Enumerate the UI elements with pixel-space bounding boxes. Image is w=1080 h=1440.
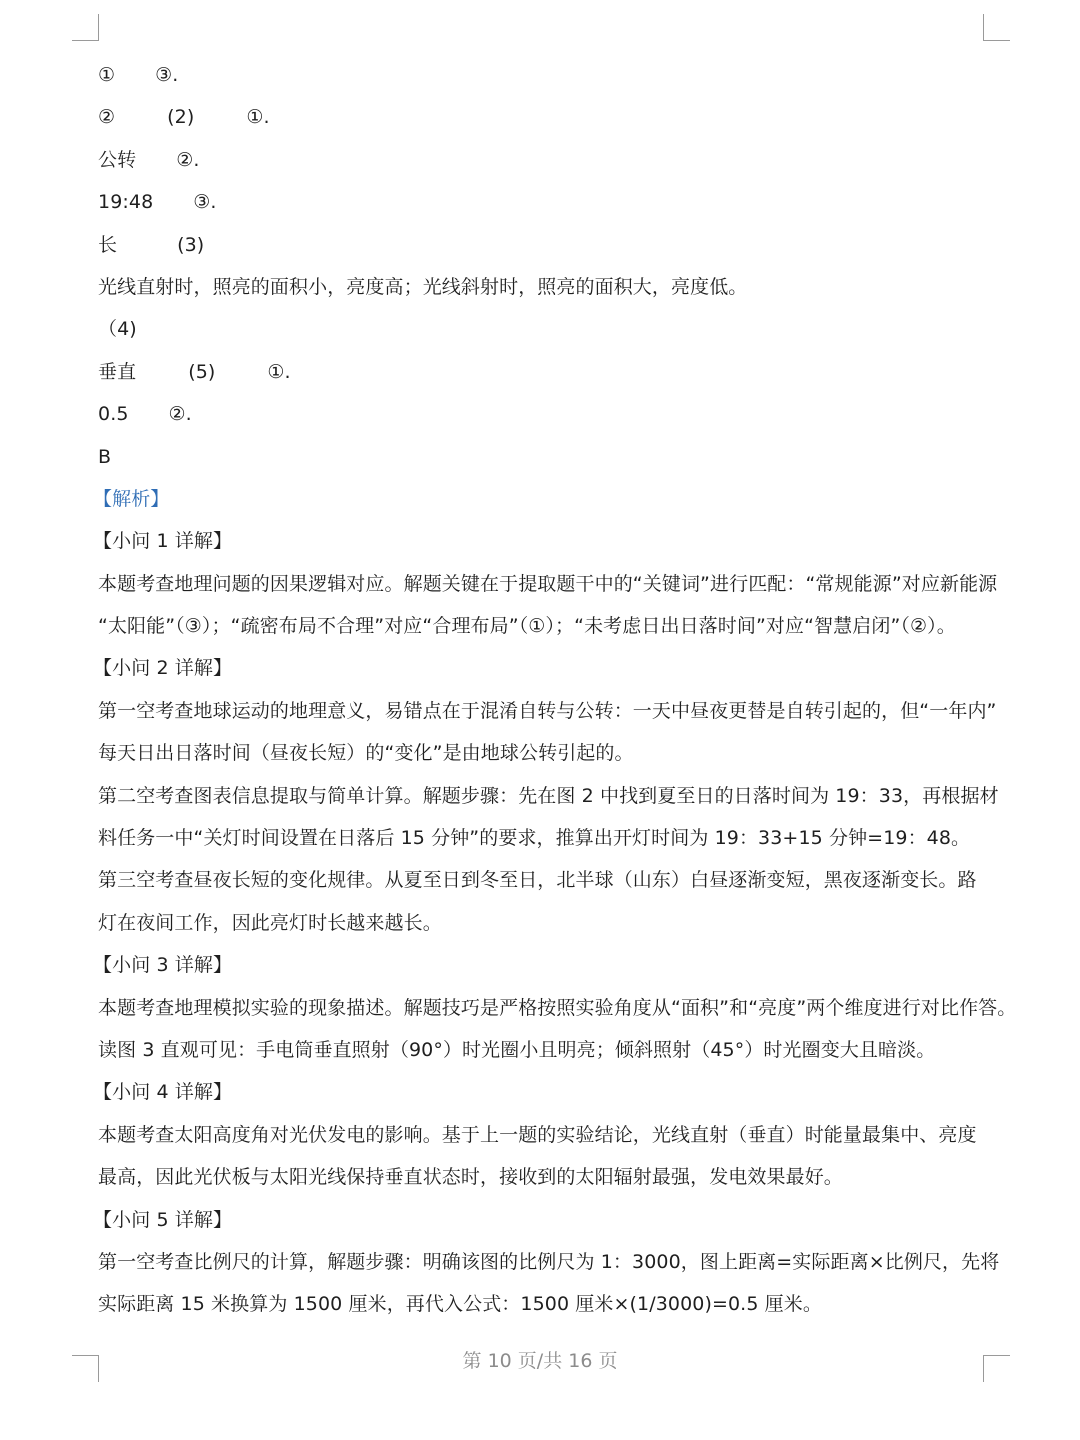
answer-value: ① bbox=[98, 64, 116, 86]
answer-value: ② bbox=[98, 106, 116, 129]
answer-value: ①. bbox=[267, 360, 291, 383]
question-number: (3) bbox=[177, 233, 205, 256]
paragraph-line: 实际距离 15 米换算为 1500 厘米，再代入公式：1500 厘米×(1/3000)=0.5 厘米。 bbox=[98, 1293, 822, 1316]
answer-line-2 bbox=[98, 96, 998, 138]
sub-question-5-title: 【小问 5 详解】 bbox=[93, 1208, 233, 1231]
answer-value: ①. bbox=[246, 106, 270, 129]
answer-line-5 bbox=[98, 224, 998, 266]
paragraph-line: 灯在夜间工作，因此亮灯时长越来越长。 bbox=[98, 911, 442, 934]
answer-line-8 bbox=[98, 351, 998, 393]
sub-question-1-title: 【小问 1 详解】 bbox=[93, 530, 233, 553]
document-page-content bbox=[93, 54, 1017, 1326]
answer-line-9 bbox=[98, 393, 998, 435]
answer-value: 垂直 bbox=[98, 360, 137, 383]
answer-line-6 bbox=[98, 266, 998, 308]
answer-value: ②. bbox=[176, 148, 200, 171]
paragraph-line: 第二空考查图表信息提取与简单计算。解题步骤：先在图 2 中找到夏至日的日落时间为 19：33，再根据材 bbox=[98, 784, 999, 807]
paragraph-line: 料任务一中“关灯时间设置在日落后 15 分钟”的要求，推算出开灯时间为 19：33+15 分钟=19：48。 bbox=[98, 827, 971, 850]
sub-question-4-title: 【小问 4 详解】 bbox=[93, 1081, 233, 1104]
answer-value: 0.5 bbox=[98, 403, 129, 426]
paragraph-line: 读图 3 直观可见：手电筒垂直照射（90°）时光圈小且明亮；倾斜照射（45°）时光圈变大且暗淡。 bbox=[98, 1038, 936, 1061]
answer-value: B bbox=[98, 445, 112, 468]
page-corner-mark-top-left bbox=[72, 14, 99, 41]
paragraph-line: “太阳能”（③）；“疏密布局不合理”对应“合理布局”（①）；“未考虑日出日落时间”对应“智慧启闭”（②）。 bbox=[98, 615, 956, 638]
answer-line-7 bbox=[98, 308, 998, 350]
answer-value: 19:48 bbox=[98, 191, 154, 214]
page-corner-mark-top-right bbox=[983, 14, 1010, 41]
page-number-footer: 第 10 页/共 16 页 bbox=[462, 1350, 618, 1372]
paragraph-line: 本题考查地理问题的因果逻辑对应。解题关键在于提取题干中的“关键词”进行匹配：“常规能源”对应新能源 bbox=[98, 572, 998, 595]
answer-value: 公转 bbox=[98, 148, 137, 171]
answer-value: ③. bbox=[155, 64, 179, 86]
paragraph-line: 第一空考查地球运动的地理意义，易错点在于混淆自转与公转：一天中昼夜更替是自转引起的，但“一年内” bbox=[98, 699, 997, 722]
paragraph-line: 第三空考查昼夜长短的变化规律。从夏至日到冬至日，北半球（山东）白昼逐渐变短，黑夜逐渐变长。路 bbox=[98, 869, 977, 892]
paragraph-line: 每天日出日落时间（昼夜长短）的“变化”是由地球公转引起的。 bbox=[98, 742, 634, 765]
answer-value: 长 bbox=[98, 233, 118, 256]
answer-line-10 bbox=[98, 436, 998, 478]
paragraph-line: 最高，因此光伏板与太阳光线保持垂直状态时，接收到的太阳辐射最强，发电效果最好。 bbox=[98, 1166, 843, 1189]
answer-value: 光线直射时，照亮的面积小，亮度高；光线斜射时，照亮的面积大，亮度低。 bbox=[98, 275, 748, 298]
answer-line-1 bbox=[98, 54, 998, 96]
question-number: (2) bbox=[167, 106, 195, 129]
question-number: (5) bbox=[188, 360, 216, 383]
answer-line-4 bbox=[98, 181, 998, 223]
answer-value: ②. bbox=[168, 403, 192, 426]
paragraph-line: 本题考查太阳高度角对光伏发电的影响。基于上一题的实验结论，光线直射（垂直）时能量最集中、亮度 bbox=[98, 1123, 977, 1146]
question-number: （4) bbox=[98, 318, 137, 341]
analysis-heading: 【解析】 bbox=[93, 487, 170, 510]
paragraph-line: 本题考查地理模拟实验的现象描述。解题技巧是严格按照实验角度从“面积”和“亮度”两个维度进行对比作答。 bbox=[98, 996, 1017, 1019]
sub-question-2-title: 【小问 2 详解】 bbox=[93, 657, 233, 680]
paragraph-line: 第一空考查比例尺的计算，解题步骤：明确该图的比例尺为 1：3000，图上距离=实际距离×比例尺，先将 bbox=[98, 1250, 1000, 1273]
answer-value: ③. bbox=[193, 191, 217, 214]
answer-line-3 bbox=[98, 139, 998, 181]
sub-question-3-title: 【小问 3 详解】 bbox=[93, 954, 233, 977]
